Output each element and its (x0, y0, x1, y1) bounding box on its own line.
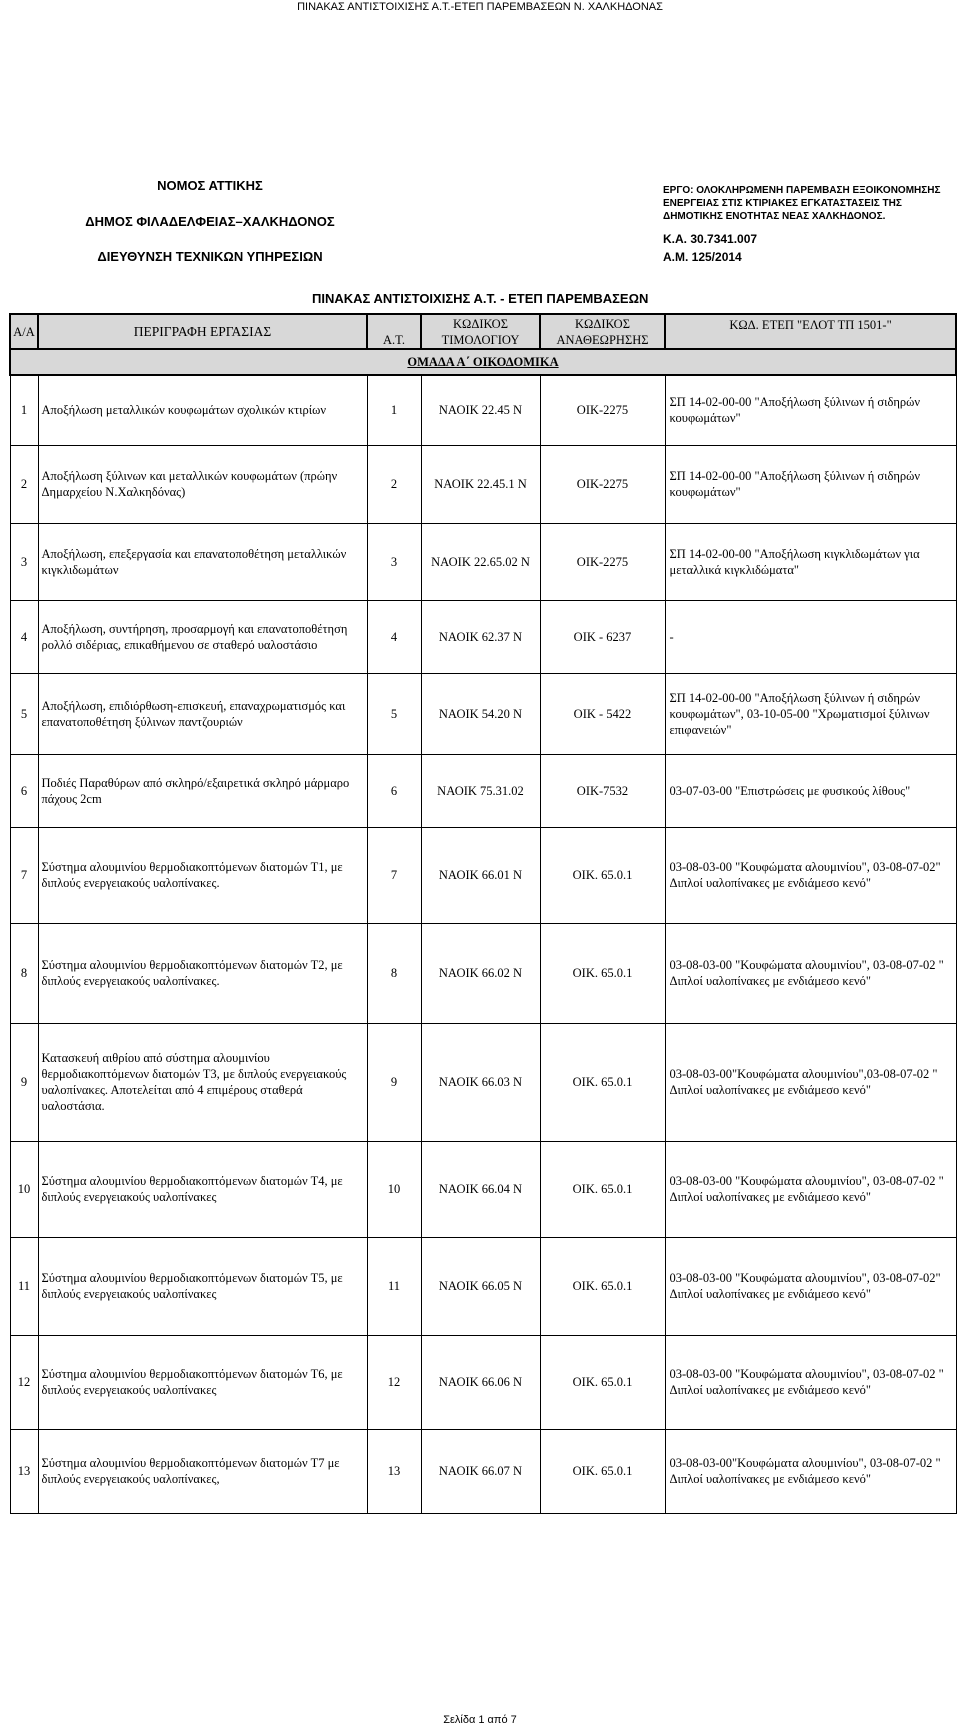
row-kodikos-anatheorisis: ΟΙΚ. 65.0.1 (540, 923, 665, 1023)
row-kodikos-anatheorisis: ΟΙΚ. 65.0.1 (540, 1237, 665, 1335)
table-row (10, 1237, 956, 1335)
table-row (10, 1429, 956, 1513)
department-label: ΔΙΕΥΘΥΝΣΗ ΤΕΧΝΙΚΩΝ ΥΠΗΡΕΣΙΩΝ (97, 249, 323, 264)
header-kodikos-anatheorisis (540, 314, 665, 349)
row-kodikos-anatheorisis: ΟΙΚ - 6237 (540, 600, 665, 673)
row-kodikos-timologiou: ΝΑΟΙΚ 66.04 Ν (421, 1141, 540, 1237)
row-at: 3 (367, 523, 421, 600)
row-kodikos-anatheorisis: ΟΙΚ-7532 (540, 754, 665, 827)
row-number: 8 (10, 923, 38, 1023)
row-description: Αποξήλωση, επιδιόρθωση-επισκευή, επαναχρωματισμός και επανατοποθέτηση ξύλινων παντζουριών (38, 673, 367, 754)
table-body (10, 375, 956, 1513)
row-at: 1 (367, 375, 421, 445)
row-etep-spec: ΣΠ 14-02-00-00 "Αποξήλωση κιγκλιδωμάτων για μεταλλικά κιγκλιδώματα" (665, 523, 956, 600)
row-etep-spec: 03-08-03-00 "Κουφώματα αλουμινίου", 03-08-07-02" Διπλοί υαλοπίνακες με ενδιάμεσο κενό" (665, 827, 956, 923)
row-number: 2 (10, 445, 38, 523)
running-header: ΠΙΝΑΚΑΣ ΑΝΤΙΣΤΟΙΧΙΣΗΣ Α.Τ.-ΕΤΕΠ ΠΑΡΕΜΒΑΣΕΩΝ Ν. ΧΑΛΚΗΔΟΝΑΣ (297, 1, 663, 13)
row-number: 10 (10, 1141, 38, 1237)
table-row (10, 600, 956, 673)
row-kodikos-anatheorisis: ΟΙΚ. 65.0.1 (540, 1335, 665, 1429)
row-kodikos-timologiou: ΝΑΟΙΚ 66.03 Ν (421, 1023, 540, 1141)
row-at: 4 (367, 600, 421, 673)
row-at: 5 (367, 673, 421, 754)
row-etep-spec: ΣΠ 14-02-00-00 "Αποξήλωση ξύλινων ή σιδηρών κουφωμάτων" (665, 445, 956, 523)
row-kodikos-timologiou: ΝΑΟΙΚ 22.45 Ν (421, 375, 540, 445)
group-label: ΟΜΑΔΑ Α΄ ΟΙΚΟΔΟΜΙΚΑ (10, 349, 956, 375)
project-title-line-3: ΔΗΜΟΤΙΚΗΣ ΕΝΟΤΗΤΑΣ ΝΕΑΣ ΧΑΛΚΗΔΟΝΟΣ. (663, 211, 886, 222)
municipality-label: ΔΗΜΟΣ ΦΙΛΑΔΕΛΦΕΙΑΣ–ΧΑΛΚΗΔΟΝΟΣ (85, 214, 335, 229)
row-description: Αποξήλωση μεταλλικών κουφωμάτων σχολικών κτιρίων (38, 375, 367, 445)
row-number: 7 (10, 827, 38, 923)
header-kodikos-timologiou-line-1: ΚΩΔΙΚΟΣ (453, 316, 508, 331)
prefecture-label: ΝΟΜΟΣ ΑΤΤΙΚΗΣ (157, 178, 263, 193)
header-kodikos-timologiou-line-2: ΤΙΜΟΛΟΓΙΟΥ (441, 332, 520, 347)
table-row (10, 923, 956, 1023)
row-kodikos-anatheorisis: ΟΙΚ-2275 (540, 523, 665, 600)
row-at: 6 (367, 754, 421, 827)
row-description: Σύστημα αλουμινίου θερμοδιακοπτόμενων διατομών Τ6, με διπλούς ενεργειακούς υαλοπίνακες (38, 1335, 367, 1429)
table-row (10, 523, 956, 600)
header-at: Α.Τ. (367, 314, 421, 349)
row-etep-spec: 03-08-03-00"Κουφώματα αλουμινίου", 03-08-07-02 " Διπλοί υαλοπίνακες με ενδιάμεσο κενό" (665, 1429, 956, 1513)
header-kodikos-anatheorisis-line-1: ΚΩΔΙΚΟΣ (575, 316, 630, 331)
row-description: Σύστημα αλουμινίου θερμοδιακοπτόμενων διατομών Τ1, με διπλούς ενεργειακούς υαλοπίνακες. (38, 827, 367, 923)
table-row (10, 1023, 956, 1141)
row-etep-spec: 03-08-03-00 "Κουφώματα αλουμινίου", 03-08-07-02" Διπλοί υαλοπίνακες με ενδιάμεσο κενό" (665, 1237, 956, 1335)
table-row (10, 1335, 956, 1429)
row-kodikos-anatheorisis: ΟΙΚ-2275 (540, 375, 665, 445)
project-title-line-1: ΕΡΓΟ: ΟΛΟΚΛΗΡΩΜΕΝΗ ΠΑΡΕΜΒΑΣΗ ΕΞΟΙΚΟΝΟΜΗΣΗΣ (663, 185, 941, 196)
study-number: Α.Μ. 125/2014 (663, 250, 742, 264)
header-kodikos-anatheorisis-line-2: ΑΝΑΘΕΩΡΗΣΗΣ (556, 332, 649, 347)
row-kodikos-timologiou: ΝΑΟΙΚ 62.37 Ν (421, 600, 540, 673)
row-etep-spec: - (665, 600, 956, 673)
row-kodikos-timologiou: ΝΑΟΙΚ 66.01 Ν (421, 827, 540, 923)
row-kodikos-anatheorisis: ΟΙΚ. 65.0.1 (540, 1141, 665, 1237)
row-number: 9 (10, 1023, 38, 1141)
row-description: Ποδιές Παραθύρων από σκληρό/εξαιρετικά σκληρό μάρμαρο πάχους 2cm (38, 754, 367, 827)
table-row (10, 1141, 956, 1237)
row-description: Σύστημα αλουμινίου θερμοδιακοπτόμενων διατομών Τ2, με διπλούς ενεργειακούς υαλοπίνακες. (38, 923, 367, 1023)
table-row (10, 754, 956, 827)
row-etep-spec: 03-08-03-00 "Κουφώματα αλουμινίου", 03-08-07-02 " Διπλοί υαλοπίνακες με ενδιάμεσο κενό" (665, 923, 956, 1023)
row-kodikos-timologiou: ΝΑΟΙΚ 75.31.02 (421, 754, 540, 827)
row-at: 10 (367, 1141, 421, 1237)
row-etep-spec: ΣΠ 14-02-00-00 "Αποξήλωση ξύλινων ή σιδηρών κουφωμάτων", 03-10-05-00 "Χρωματισμοί ξύλινων επιφανειών" (665, 673, 956, 754)
row-description: Κατασκευή αιθρίου από σύστημα αλουμινίου θερμοδιακοπτόμενων διατομών Τ3, με διπλούς ενεργειακούς υαλοπίνακες. Αποτελείται από 4 επιμέρους σταθερά υαλοστάσια. (38, 1023, 367, 1141)
row-etep-spec: 03-08-03-00 "Κουφώματα αλουμινίου", 03-08-07-02 " Διπλοί υαλοπίνακες με ενδιάμεσο κενό" (665, 1141, 956, 1237)
row-kodikos-timologiou: ΝΑΟΙΚ 22.65.02 Ν (421, 523, 540, 600)
row-at: 12 (367, 1335, 421, 1429)
row-kodikos-timologiou: ΝΑΟΙΚ 66.05 Ν (421, 1237, 540, 1335)
correspondence-table (9, 313, 957, 1514)
table-row (10, 673, 956, 754)
table-row (10, 375, 956, 445)
page-footer: Σελίδα 1 από 7 (443, 1714, 517, 1726)
table-row (10, 827, 956, 923)
header-aa: Α/Α (10, 314, 38, 349)
row-description: Αποξήλωση ξύλινων και μεταλλικών κουφωμάτων (πρώην Δημαρχείου Ν.Χαλκηδόνας) (38, 445, 367, 523)
row-at: 13 (367, 1429, 421, 1513)
row-number: 12 (10, 1335, 38, 1429)
row-number: 4 (10, 600, 38, 673)
row-at: 2 (367, 445, 421, 523)
row-number: 3 (10, 523, 38, 600)
row-kodikos-anatheorisis: ΟΙΚ. 65.0.1 (540, 827, 665, 923)
row-etep-spec: 03-08-03-00"Κουφώματα αλουμινίου",03-08-07-02 " Διπλοί υαλοπίνακες με ενδιάμεσο κενό" (665, 1023, 956, 1141)
header-kodikos-timologiou (421, 314, 540, 349)
row-at: 11 (367, 1237, 421, 1335)
row-kodikos-timologiou: ΝΑΟΙΚ 22.45.1 Ν (421, 445, 540, 523)
row-number: 11 (10, 1237, 38, 1335)
row-kodikos-timologiou: ΝΑΟΙΚ 54.20 Ν (421, 673, 540, 754)
row-etep-spec: ΣΠ 14-02-00-00 "Αποξήλωση ξύλινων ή σιδηρών κουφωμάτων" (665, 375, 956, 445)
row-at: 8 (367, 923, 421, 1023)
row-description: Σύστημα αλουμινίου θερμοδιακοπτόμενων διατομών Τ7 με διπλούς ενεργειακούς υαλοπίνακες, (38, 1429, 367, 1513)
table-title: ΠΙΝΑΚΑΣ ΑΝΤΙΣΤΟΙΧΙΣΗΣ Α.Τ. - ΕΤΕΠ ΠΑΡΕΜΒΑΣΕΩΝ (312, 291, 649, 306)
row-number: 13 (10, 1429, 38, 1513)
budget-code: Κ.Α. 30.7341.007 (663, 232, 758, 246)
row-kodikos-anatheorisis: ΟΙΚ. 65.0.1 (540, 1429, 665, 1513)
row-kodikos-timologiou: ΝΑΟΙΚ 66.02 Ν (421, 923, 540, 1023)
row-description: Αποξήλωση, συντήρηση, προσαρμογή και επανατοποθέτηση ρολλό σιδέριας, επικαθήμενου σε σταθερό υαλοστάσιο (38, 600, 367, 673)
row-number: 5 (10, 673, 38, 754)
row-etep-spec: 03-08-03-00 "Κουφώματα αλουμινίου", 03-08-07-02 " Διπλοί υαλοπίνακες με ενδιάμεσο κενό" (665, 1335, 956, 1429)
table-row (10, 445, 956, 523)
row-kodikos-anatheorisis: ΟΙΚ-2275 (540, 445, 665, 523)
row-description: Αποξήλωση, επεξεργασία και επανατοποθέτηση μεταλλικών κιγκλιδωμάτων (38, 523, 367, 600)
row-kodikos-timologiou: ΝΑΟΙΚ 66.06 Ν (421, 1335, 540, 1429)
row-kodikos-timologiou: ΝΑΟΙΚ 66.07 Ν (421, 1429, 540, 1513)
row-kodikos-anatheorisis: ΟΙΚ. 65.0.1 (540, 1023, 665, 1141)
row-number: 6 (10, 754, 38, 827)
header-etep: ΚΩΔ. ΕΤΕΠ "ΕΛΟΤ ΤΠ 1501-" (665, 314, 956, 349)
row-description: Σύστημα αλουμινίου θερμοδιακοπτόμενων διατομών Τ4, με διπλούς ενεργειακούς υαλοπίνακες (38, 1141, 367, 1237)
project-title-line-2: ΕΝΕΡΓΕΙΑΣ ΣΤΙΣ ΚΤΙΡΙΑΚΕΣ ΕΓΚΑΤΑΣΤΑΣΕΙΣ ΤΗΣ (663, 198, 902, 209)
row-description: Σύστημα αλουμινίου θερμοδιακοπτόμενων διατομών Τ5, με διπλούς ενεργειακούς υαλοπίνακες (38, 1237, 367, 1335)
header-description: ΠΕΡΙΓΡΑΦΗ ΕΡΓΑΣΙΑΣ (38, 314, 367, 349)
row-at: 7 (367, 827, 421, 923)
row-number: 1 (10, 375, 38, 445)
row-at: 9 (367, 1023, 421, 1141)
row-etep-spec: 03-07-03-00 "Επιστρώσεις με φυσικούς λίθους" (665, 754, 956, 827)
row-kodikos-anatheorisis: ΟΙΚ - 5422 (540, 673, 665, 754)
